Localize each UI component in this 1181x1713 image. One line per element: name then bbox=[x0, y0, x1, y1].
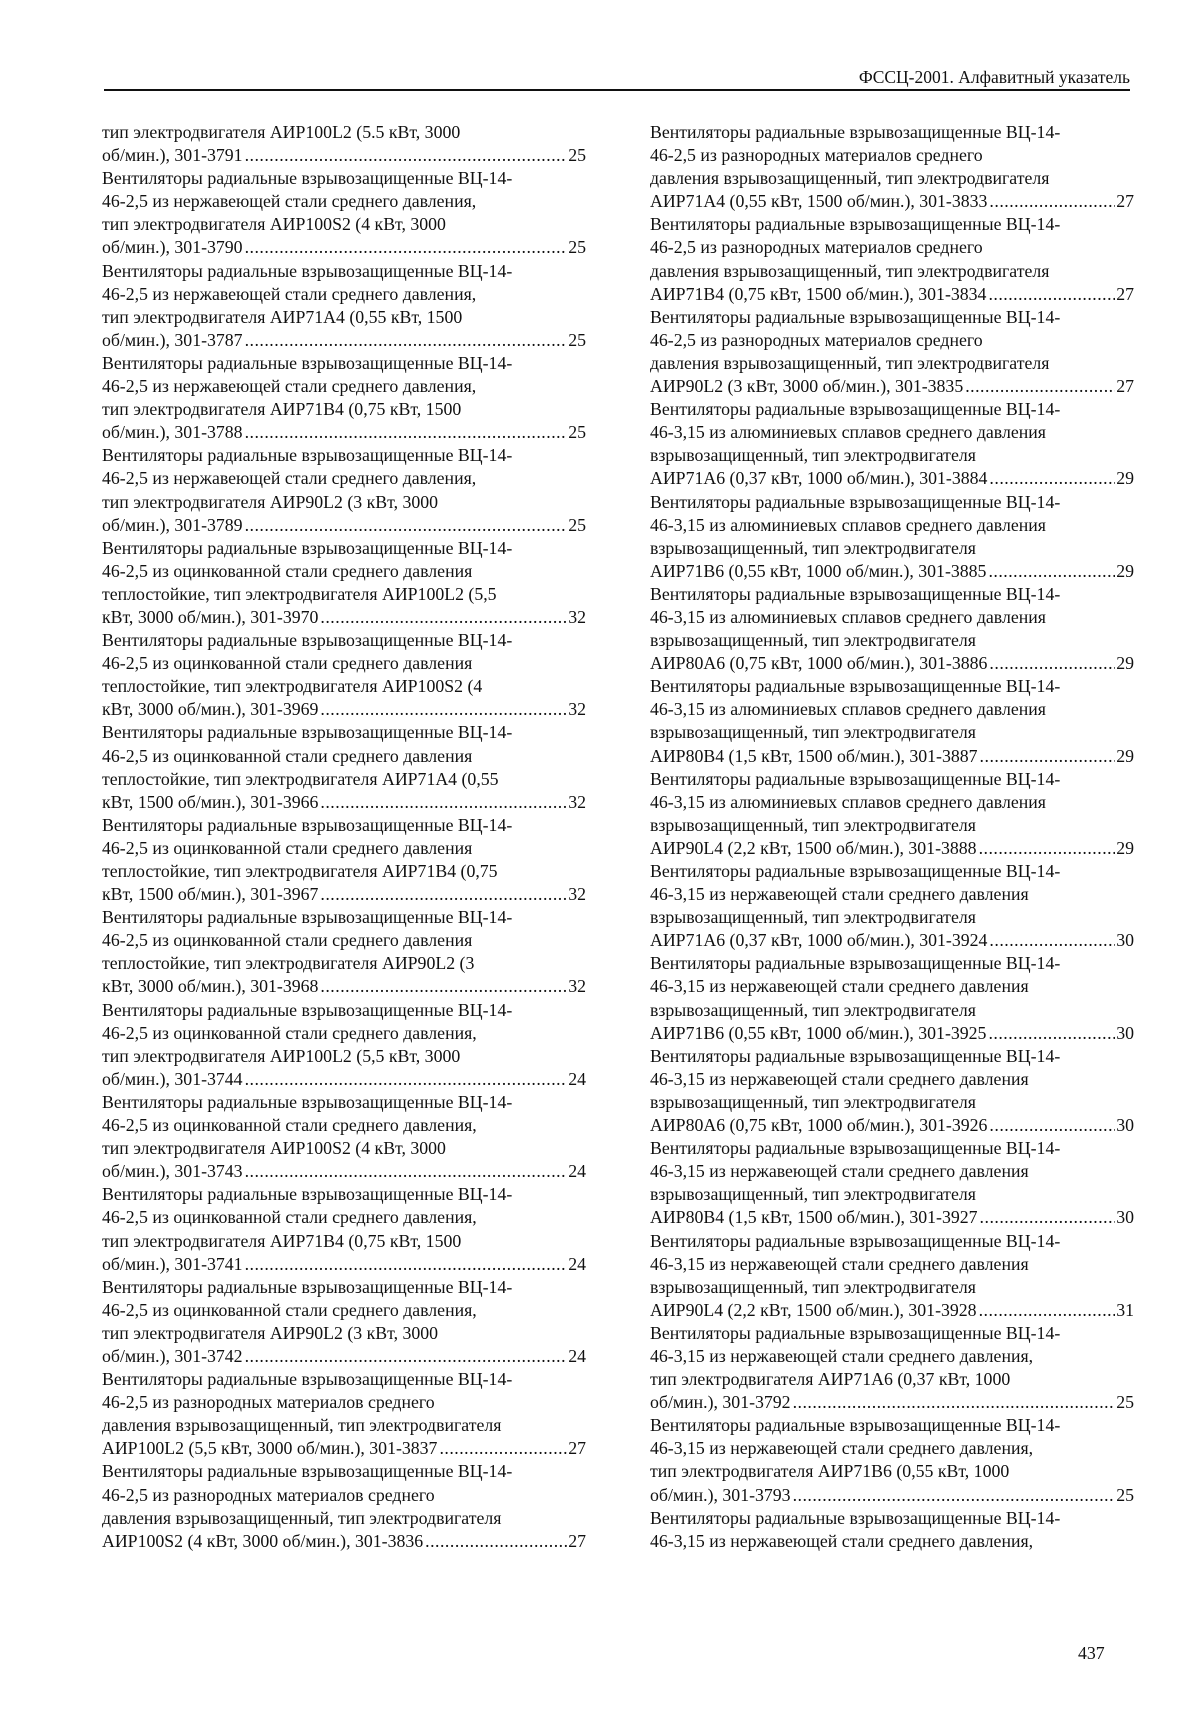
index-entry-text: Вентиляторы радиальные взрывозащищенные ВЦ-14- bbox=[650, 676, 1061, 697]
index-entry-last-line bbox=[102, 791, 586, 814]
index-entry bbox=[650, 398, 1134, 490]
index-entry-text: АИР71В6 (0,55 кВт, 1000 об/мин.), 301-3885 bbox=[650, 560, 987, 581]
dot-leader bbox=[320, 975, 567, 998]
index-entry-text: кВт, 1500 об/мин.), 301-3967 bbox=[102, 884, 319, 905]
dot-leader bbox=[980, 745, 1116, 768]
index-entry-last-line bbox=[102, 1437, 586, 1460]
index-entry-text: 46-3,15 из алюминиевых сплавов среднего давления bbox=[650, 514, 1046, 535]
index-entry-text: 46-2,5 из оцинкованной стали среднего давления bbox=[102, 560, 473, 581]
index-entry bbox=[650, 768, 1134, 860]
dot-leader bbox=[245, 329, 568, 352]
index-entry-text: Вентиляторы радиальные взрывозащищенные ВЦ-14- bbox=[102, 445, 513, 466]
index-entry bbox=[650, 952, 1134, 1044]
index-entry-page: 32 bbox=[568, 791, 586, 812]
dot-leader bbox=[245, 1160, 568, 1183]
index-entry-text: взрывозащищенный, тип электродвигателя bbox=[650, 814, 976, 835]
index-entry-text: кВт, 3000 об/мин.), 301-3969 bbox=[102, 699, 319, 720]
index-entry-text: взрывозащищенный, тип электродвигателя bbox=[650, 722, 976, 743]
index-entry-last-line bbox=[102, 1160, 586, 1183]
index-entry-text: тип электродвигателя АИР71В4 (0,75 кВт, 1500 bbox=[102, 399, 462, 420]
index-entry-page: 30 bbox=[1116, 1115, 1134, 1136]
index-entry-text: 46-2,5 из нержавеющей стали среднего давления, bbox=[102, 376, 477, 397]
index-entry bbox=[650, 213, 1134, 305]
index-entry-text: 46-2,5 из разнородных материалов среднего bbox=[650, 237, 983, 258]
index-entry-text: Вентиляторы радиальные взрывозащищенные ВЦ-14- bbox=[102, 1369, 513, 1390]
dot-leader bbox=[965, 375, 1115, 398]
index-entry-text: теплостойкие, тип электродвигателя АИР71В4 (0,75 bbox=[102, 861, 498, 881]
index-entry-text: 46-2,5 из оцинкованной стали среднего давления bbox=[102, 837, 473, 858]
index-entry-text: 46-3,15 из нержавеющей стали среднего давления bbox=[650, 884, 1029, 905]
index-entry-page: 31 bbox=[1116, 1299, 1134, 1320]
index-entry-text: об/мин.), 301-3788 bbox=[102, 422, 243, 443]
dot-leader bbox=[988, 560, 1115, 583]
index-column-right bbox=[650, 121, 1134, 1553]
dot-leader bbox=[245, 1345, 568, 1368]
index-entry-text: тип электродвигателя АИР100S2 (4 кВт, 3000 bbox=[102, 214, 446, 235]
index-entry-last-line bbox=[102, 606, 586, 629]
index-entry-text: об/мин.), 301-3787 bbox=[102, 329, 243, 350]
index-entry-page: 25 bbox=[568, 329, 586, 350]
index-entry-text: теплостойкие, тип электродвигателя АИР100S2 (4 bbox=[102, 676, 483, 697]
index-entry-page: 25 bbox=[568, 237, 586, 258]
index-entry-text: АИР90L4 (2,2 кВт, 1500 об/мин.), 301-3888 bbox=[650, 837, 977, 858]
index-entry-text: Вентиляторы радиальные взрывозащищенные ВЦ-14- bbox=[650, 768, 1061, 789]
index-entry-text: 46-3,15 из алюминиевых сплавов среднего давления bbox=[650, 422, 1046, 443]
index-entry-last-line bbox=[650, 1299, 1134, 1322]
dot-leader bbox=[979, 1299, 1116, 1322]
index-entry-text: Вентиляторы радиальные взрывозащищенные ВЦ-14- bbox=[650, 399, 1061, 420]
dot-leader bbox=[989, 190, 1115, 213]
index-entry-last-line bbox=[650, 652, 1134, 675]
dot-leader bbox=[989, 1114, 1115, 1137]
index-entry-text: теплостойкие, тип электродвигателя АИР90L2 (3 bbox=[102, 953, 475, 974]
index-entry-text: тип электродвигателя АИР71В6 (0,55 кВт, 1000 bbox=[650, 1461, 1010, 1482]
index-entry-text: 46-2,5 из разнородных материалов среднего bbox=[650, 145, 983, 166]
index-entry bbox=[102, 121, 586, 167]
dot-leader bbox=[245, 144, 568, 167]
dot-leader bbox=[988, 283, 1115, 306]
index-entry-text: 46-2,5 из разнородных материалов среднего bbox=[102, 1484, 435, 1505]
index-entry-text: об/мин.), 301-3741 bbox=[102, 1253, 243, 1274]
index-entry-last-line bbox=[102, 1068, 586, 1091]
index-entry bbox=[102, 1091, 586, 1183]
index-entry-last-line bbox=[650, 1484, 1134, 1507]
index-entry bbox=[650, 1322, 1134, 1414]
index-entry-page: 27 bbox=[1116, 191, 1134, 212]
index-entry-text: АИР71А6 (0,37 кВт, 1000 об/мин.), 301-3884 bbox=[650, 468, 988, 489]
index-entry bbox=[650, 306, 1134, 398]
index-entry-text: 46-2,5 из нержавеющей стали среднего давления, bbox=[102, 468, 477, 489]
index-entry-text: тип электродвигателя АИР90L2 (3 кВт, 3000 bbox=[102, 1322, 439, 1343]
index-entry-text: давления взрывозащищенный, тип электродвигателя bbox=[650, 260, 1050, 281]
index-entry-last-line bbox=[650, 560, 1134, 583]
dot-leader bbox=[245, 236, 568, 259]
index-entry-last-line bbox=[650, 1114, 1134, 1137]
index-entry-text: тип электродвигателя АИР71В4 (0,75 кВт, 1500 bbox=[102, 1230, 462, 1251]
index-entry-text: кВт, 1500 об/мин.), 301-3966 bbox=[102, 791, 319, 812]
dot-leader bbox=[245, 1068, 568, 1091]
index-entry-text: 46-2,5 из оцинкованной стали среднего давления, bbox=[102, 1115, 477, 1136]
index-entry-text: Вентиляторы радиальные взрывозащищенные ВЦ-14- bbox=[102, 907, 513, 928]
index-entry-last-line bbox=[650, 190, 1134, 213]
index-entry bbox=[102, 537, 586, 629]
index-entry-text: АИР71А6 (0,37 кВт, 1000 об/мин.), 301-3924 bbox=[650, 930, 988, 951]
index-entry-text: Вентиляторы радиальные взрывозащищенные ВЦ-14- bbox=[102, 1091, 513, 1112]
index-entry-page: 30 bbox=[1116, 930, 1134, 951]
index-entry-last-line bbox=[102, 1345, 586, 1368]
index-entry-last-line bbox=[650, 837, 1134, 860]
index-entry-text: 46-2,5 из нержавеющей стали среднего давления, bbox=[102, 283, 477, 304]
dot-leader bbox=[439, 1437, 567, 1460]
index-entry-last-line bbox=[650, 283, 1134, 306]
dot-leader bbox=[989, 467, 1115, 490]
index-entry-text: давления взрывозащищенный, тип электродвигателя bbox=[650, 352, 1050, 373]
running-header-title: ФССЦ-2001. Алфавитный указатель bbox=[858, 67, 1130, 87]
index-entry bbox=[650, 1137, 1134, 1229]
index-entry-last-line bbox=[102, 421, 586, 444]
dot-leader bbox=[245, 421, 568, 444]
index-entry-text: АИР90L4 (2,2 кВт, 1500 об/мин.), 301-3928 bbox=[650, 1299, 977, 1320]
index-entry-text: об/мин.), 301-3743 bbox=[102, 1161, 243, 1182]
index-entry-text: Вентиляторы радиальные взрывозащищенные ВЦ-14- bbox=[650, 214, 1061, 235]
dot-leader bbox=[320, 606, 567, 629]
dot-leader bbox=[979, 837, 1116, 860]
index-entry-text: АИР80В4 (1,5 кВт, 1500 об/мин.), 301-3927 bbox=[650, 1207, 978, 1228]
index-entry-text: 46-2,5 из оцинкованной стали среднего давления, bbox=[102, 1299, 477, 1320]
dot-leader bbox=[320, 883, 567, 906]
dot-leader bbox=[988, 1022, 1115, 1045]
index-entry-text: об/мин.), 301-3742 bbox=[102, 1345, 243, 1366]
index-entry-last-line bbox=[650, 467, 1134, 490]
index-entry-text: 46-3,15 из нержавеющей стали среднего давления, bbox=[650, 1530, 1034, 1551]
index-entry-page: 32 bbox=[568, 699, 586, 720]
index-entry-last-line bbox=[102, 975, 586, 998]
dot-leader bbox=[320, 698, 567, 721]
index-entry-text: 46-2,5 из разнородных материалов среднего bbox=[102, 1392, 435, 1413]
index-entry-page: 30 bbox=[1116, 1022, 1134, 1043]
index-entry-text: тип электродвигателя АИР71А6 (0,37 кВт, 1000 bbox=[650, 1369, 1011, 1390]
index-entry-text: давления взрывозащищенный, тип электродвигателя bbox=[650, 168, 1050, 189]
index-entry-text: 46-3,15 из нержавеющей стали среднего давления bbox=[650, 1068, 1029, 1089]
dot-leader bbox=[425, 1530, 567, 1553]
index-entry-text: тип электродвигателя АИР100L2 (5.5 кВт, 3000 bbox=[102, 122, 461, 142]
index-entry-text: об/мин.), 301-3793 bbox=[650, 1484, 791, 1505]
index-entry bbox=[102, 1183, 586, 1275]
dot-leader bbox=[320, 791, 567, 814]
dot-leader bbox=[245, 1253, 568, 1276]
index-entry-page: 24 bbox=[568, 1068, 586, 1089]
index-entry-text: АИР100L2 (5,5 кВт, 3000 об/мин.), 301-3837 bbox=[102, 1438, 438, 1459]
index-entry-text: Вентиляторы радиальные взрывозащищенные ВЦ-14- bbox=[102, 260, 513, 281]
index-entry bbox=[650, 1045, 1134, 1137]
index-entry-text: тип электродвигателя АИР71А4 (0,55 кВт, 1500 bbox=[102, 306, 463, 327]
index-entry-text: об/мин.), 301-3791 bbox=[102, 145, 243, 166]
index-entry-page: 25 bbox=[568, 514, 586, 535]
index-entry-text: Вентиляторы радиальные взрывозащищенные ВЦ-14- bbox=[102, 537, 513, 558]
index-entry-text: об/мин.), 301-3792 bbox=[650, 1392, 791, 1413]
index-entry-page: 29 bbox=[1116, 468, 1134, 489]
index-entry-page: 27 bbox=[568, 1530, 586, 1551]
index-entry bbox=[102, 1368, 586, 1460]
index-entry-text: кВт, 3000 об/мин.), 301-3970 bbox=[102, 606, 319, 627]
index-entry-text: Вентиляторы радиальные взрывозащищенные ВЦ-14- bbox=[102, 168, 513, 189]
index-entry-text: 46-2,5 из оцинкованной стали среднего давления bbox=[102, 930, 473, 951]
index-entry-page: 27 bbox=[1116, 376, 1134, 397]
index-column-left bbox=[102, 121, 586, 1553]
index-entry-text: АИР80А6 (0,75 кВт, 1000 об/мин.), 301-3886 bbox=[650, 653, 988, 674]
index-entry-text: Вентиляторы радиальные взрывозащищенные ВЦ-14- bbox=[102, 630, 513, 651]
index-entry bbox=[102, 814, 586, 906]
index-entry bbox=[102, 260, 586, 352]
index-entry-text: давления взрывозащищенный, тип электродвигателя bbox=[102, 1415, 502, 1436]
index-entry-text: АИР71В6 (0,55 кВт, 1000 об/мин.), 301-3925 bbox=[650, 1022, 987, 1043]
index-entry-last-line bbox=[102, 1530, 586, 1553]
running-header bbox=[104, 66, 1130, 91]
dot-leader bbox=[245, 514, 568, 537]
index-entry-text: взрывозащищенный, тип электродвигателя bbox=[650, 1276, 976, 1297]
index-entry-page: 27 bbox=[1116, 283, 1134, 304]
index-entry-page: 24 bbox=[568, 1161, 586, 1182]
index-entry bbox=[650, 860, 1134, 952]
index-entry-last-line bbox=[102, 1253, 586, 1276]
dot-leader bbox=[989, 652, 1115, 675]
index-entry-last-line bbox=[650, 1022, 1134, 1045]
index-entry bbox=[102, 629, 586, 721]
index-entry-text: тип электродвигателя АИР100S2 (4 кВт, 3000 bbox=[102, 1138, 446, 1159]
index-entry-page: 32 bbox=[568, 606, 586, 627]
index-entry-text: Вентиляторы радиальные взрывозащищенные ВЦ-14- bbox=[102, 1461, 513, 1482]
index-entry bbox=[102, 1276, 586, 1368]
index-entry-page: 32 bbox=[568, 976, 586, 997]
index-entry-text: Вентиляторы радиальные взрывозащищенные ВЦ-14- bbox=[650, 1415, 1061, 1436]
index-entry-text: 46-3,15 из алюминиевых сплавов среднего давления bbox=[650, 606, 1046, 627]
index-entry bbox=[102, 444, 586, 536]
index-entry-text: 46-3,15 из нержавеющей стали среднего давления bbox=[650, 1161, 1029, 1182]
dot-leader bbox=[989, 929, 1115, 952]
index-entry-text: тип электродвигателя АИР100L2 (5,5 кВт, 3000 bbox=[102, 1045, 461, 1066]
index-entry-last-line bbox=[102, 883, 586, 906]
index-entry-last-line bbox=[102, 698, 586, 721]
index-entry-text: Вентиляторы радиальные взрывозащищенные ВЦ-14- bbox=[650, 1322, 1061, 1343]
index-entry-page: 24 bbox=[568, 1345, 586, 1366]
index-entry bbox=[102, 167, 586, 259]
index-entry-text: взрывозащищенный, тип электродвигателя bbox=[650, 445, 976, 466]
index-entry bbox=[650, 1507, 1134, 1553]
index-entry-last-line bbox=[102, 514, 586, 537]
index-entry bbox=[102, 352, 586, 444]
dot-leader bbox=[793, 1391, 1116, 1414]
index-entry bbox=[650, 675, 1134, 767]
index-entry-page: 32 bbox=[568, 884, 586, 905]
index-entry-text: давления взрывозащищенный, тип электродвигателя bbox=[102, 1507, 502, 1528]
index-entry-text: теплостойкие, тип электродвигателя АИР71А4 (0,55 bbox=[102, 768, 499, 789]
index-entry-text: АИР100S2 (4 кВт, 3000 об/мин.), 301-3836 bbox=[102, 1530, 424, 1551]
index-entry-text: Вентиляторы радиальные взрывозащищенные ВЦ-14- bbox=[650, 1045, 1061, 1066]
index-entry-text: тип электродвигателя АИР90L2 (3 кВт, 3000 bbox=[102, 491, 439, 512]
index-entry-text: взрывозащищенный, тип электродвигателя bbox=[650, 999, 976, 1020]
index-entry-text: Вентиляторы радиальные взрывозащищенные ВЦ-14- bbox=[102, 1184, 513, 1205]
index-entry-text: АИР71В4 (0,75 кВт, 1500 об/мин.), 301-3834 bbox=[650, 283, 987, 304]
index-entry-text: Вентиляторы радиальные взрывозащищенные ВЦ-14- bbox=[102, 1276, 513, 1297]
index-entry-text: Вентиляторы радиальные взрывозащищенные ВЦ-14- bbox=[650, 1507, 1061, 1528]
index-entry-page: 27 bbox=[568, 1438, 586, 1459]
index-entry-text: 46-3,15 из нержавеющей стали среднего давления bbox=[650, 976, 1029, 997]
index-entry-page: 25 bbox=[1116, 1392, 1134, 1413]
dot-leader bbox=[980, 1206, 1116, 1229]
index-entry-last-line bbox=[102, 144, 586, 167]
index-entry-text: 46-2,5 из оцинкованной стали среднего давления, bbox=[102, 1022, 477, 1043]
index-entry-text: взрывозащищенный, тип электродвигателя bbox=[650, 1091, 976, 1112]
index-entry-text: 46-3,15 из нержавеющей стали среднего давления bbox=[650, 1253, 1029, 1274]
index-entry-page: 29 bbox=[1116, 745, 1134, 766]
index-entry-page: 29 bbox=[1116, 560, 1134, 581]
index-entry-text: взрывозащищенный, тип электродвигателя bbox=[650, 630, 976, 651]
index-entry bbox=[650, 121, 1134, 213]
index-entry-text: об/мин.), 301-3790 bbox=[102, 237, 243, 258]
index-entry-last-line bbox=[650, 1391, 1134, 1414]
index-entry-last-line bbox=[650, 375, 1134, 398]
index-entry-page: 25 bbox=[568, 145, 586, 166]
index-entry bbox=[650, 1230, 1134, 1322]
index-entry bbox=[102, 906, 586, 998]
index-entry-text: кВт, 3000 об/мин.), 301-3968 bbox=[102, 976, 319, 997]
index-entry-text: АИР80В4 (1,5 кВт, 1500 об/мин.), 301-3887 bbox=[650, 745, 978, 766]
index-entry-last-line bbox=[102, 329, 586, 352]
index-entry-page: 24 bbox=[568, 1253, 586, 1274]
index-entry-text: АИР80А6 (0,75 кВт, 1000 об/мин.), 301-3926 bbox=[650, 1115, 988, 1136]
index-entry-text: 46-3,15 из алюминиевых сплавов среднего давления bbox=[650, 699, 1046, 720]
index-entry-text: Вентиляторы радиальные взрывозащищенные ВЦ-14- bbox=[102, 999, 513, 1020]
index-entry-last-line bbox=[650, 1206, 1134, 1229]
index-entry-page: 29 bbox=[1116, 837, 1134, 858]
page-number: 437 bbox=[1078, 1643, 1105, 1663]
index-entry-last-line bbox=[650, 929, 1134, 952]
index-entry-text: 46-2,5 из разнородных материалов среднего bbox=[650, 329, 983, 350]
index-entry-text: взрывозащищенный, тип электродвигателя bbox=[650, 1184, 976, 1205]
index-entry-text: Вентиляторы радиальные взрывозащищенные ВЦ-14- bbox=[650, 1230, 1061, 1251]
index-entry-text: об/мин.), 301-3744 bbox=[102, 1068, 243, 1089]
index-entry-text: Вентиляторы радиальные взрывозащищенные ВЦ-14- bbox=[650, 953, 1061, 974]
index-entry-page: 29 bbox=[1116, 653, 1134, 674]
index-entry-text: Вентиляторы радиальные взрывозащищенные ВЦ-14- bbox=[102, 722, 513, 743]
index-entry bbox=[102, 721, 586, 813]
index-entry-last-line bbox=[650, 745, 1134, 768]
index-entry bbox=[650, 491, 1134, 583]
index-entry-text: Вентиляторы радиальные взрывозащищенные ВЦ-14- bbox=[102, 352, 513, 373]
index-entry-page: 25 bbox=[568, 422, 586, 443]
index-entry-text: 46-2,5 из нержавеющей стали среднего давления, bbox=[102, 191, 477, 212]
index-entry bbox=[650, 583, 1134, 675]
index-entry-text: Вентиляторы радиальные взрывозащищенные ВЦ-14- bbox=[650, 491, 1061, 512]
index-entry-text: теплостойкие, тип электродвигателя АИР100L2 (5,5 bbox=[102, 583, 497, 604]
index-entry bbox=[102, 1460, 586, 1552]
index-entry-text: об/мин.), 301-3789 bbox=[102, 514, 243, 535]
index-entry-text: АИР90L2 (3 кВт, 3000 об/мин.), 301-3835 bbox=[650, 376, 964, 397]
index-entry-text: 46-3,15 из нержавеющей стали среднего давления, bbox=[650, 1438, 1034, 1459]
dot-leader bbox=[793, 1484, 1116, 1507]
index-entry-text: 46-2,5 из оцинкованной стали среднего давления, bbox=[102, 1207, 477, 1228]
index-entry-last-line bbox=[102, 236, 586, 259]
index-entry-text: Вентиляторы радиальные взрывозащищенные ВЦ-14- bbox=[102, 814, 513, 835]
index-entry-page: 30 bbox=[1116, 1207, 1134, 1228]
index-entry-text: Вентиляторы радиальные взрывозащищенные ВЦ-14- bbox=[650, 583, 1061, 604]
index-entry-text: взрывозащищенный, тип электродвигателя bbox=[650, 537, 976, 558]
index-entry-text: 46-2,5 из оцинкованной стали среднего давления bbox=[102, 653, 473, 674]
index-entry-text: Вентиляторы радиальные взрывозащищенные ВЦ-14- bbox=[650, 122, 1061, 142]
index-entry-text: 46-3,15 из алюминиевых сплавов среднего давления bbox=[650, 791, 1046, 812]
index-entry-page: 25 bbox=[1116, 1484, 1134, 1505]
index-entry-text: Вентиляторы радиальные взрывозащищенные ВЦ-14- bbox=[650, 1138, 1061, 1159]
index-entry-text: АИР71А4 (0,55 кВт, 1500 об/мин.), 301-3833 bbox=[650, 191, 988, 212]
index-entry-text: 46-2,5 из оцинкованной стали среднего давления bbox=[102, 745, 473, 766]
index-entry-text: взрывозащищенный, тип электродвигателя bbox=[650, 907, 976, 928]
index-entry bbox=[102, 999, 586, 1091]
index-entry-text: Вентиляторы радиальные взрывозащищенные ВЦ-14- bbox=[650, 861, 1061, 881]
index-entry-text: Вентиляторы радиальные взрывозащищенные ВЦ-14- bbox=[650, 306, 1061, 327]
index-entry-text: 46-3,15 из нержавеющей стали среднего давления, bbox=[650, 1345, 1034, 1366]
index-entry bbox=[650, 1414, 1134, 1506]
